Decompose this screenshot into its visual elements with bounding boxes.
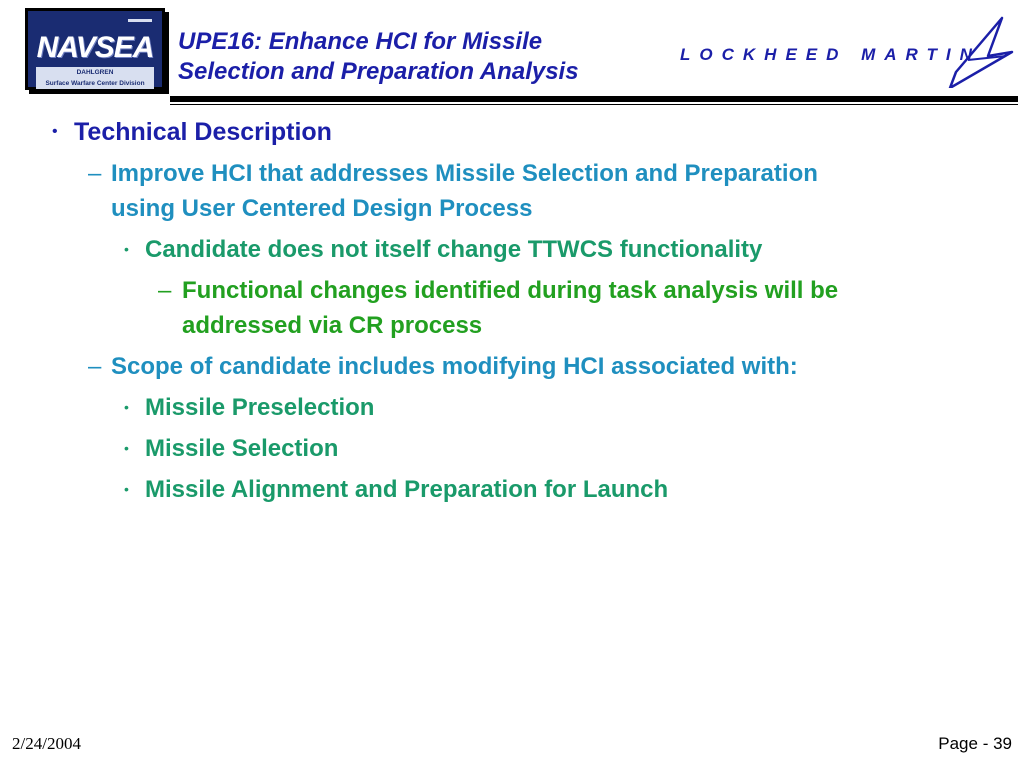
bullet-marker: • — [124, 399, 129, 415]
subitem-text: Missile Preselection — [145, 394, 375, 421]
subitem-text: Missile Selection — [145, 435, 339, 462]
subitem-text: Missile Alignment and Preparation for Launch — [145, 476, 669, 503]
bullet-marker: • — [124, 241, 129, 257]
subitem-text-line-2: addressed via CR process — [182, 312, 483, 339]
dash-marker: – — [88, 160, 102, 187]
subitem-text-line-1: Improve HCI that addresses Missile Selection and Preparation — [111, 160, 818, 187]
bullet-text: Technical Description — [74, 118, 332, 146]
bullet-marker: • — [52, 123, 58, 140]
navsea-logo-sub2: Surface Warfare Center Division — [45, 80, 145, 87]
slide-title-line-2: Selection and Preparation Analysis — [178, 58, 579, 85]
subitem-text: Candidate does not itself change TTWCS functionality — [145, 236, 763, 263]
navsea-logo-word: NAVSEA — [36, 31, 154, 64]
slide-title-line-1: UPE16: Enhance HCI for Missile — [178, 28, 543, 55]
bullet-marker: • — [124, 440, 129, 456]
subitem-text-line-1: Functional changes identified during task analysis will be — [182, 277, 839, 304]
footer-date: 2/24/2004 — [12, 734, 81, 753]
footer-page-number: Page - 39 — [938, 734, 1012, 753]
dash-marker: – — [158, 277, 172, 304]
bullet-marker: • — [124, 481, 129, 497]
dash-marker: – — [88, 353, 102, 380]
subitem-text-line-2: using User Centered Design Process — [111, 195, 533, 222]
lockheed-martin-wordmark: LOCKHEED MARTIN — [680, 45, 981, 64]
navsea-logo-sub1: DAHLGREN — [76, 69, 114, 76]
subitem-text: Scope of candidate includes modifying HCI associated with: — [111, 353, 798, 380]
